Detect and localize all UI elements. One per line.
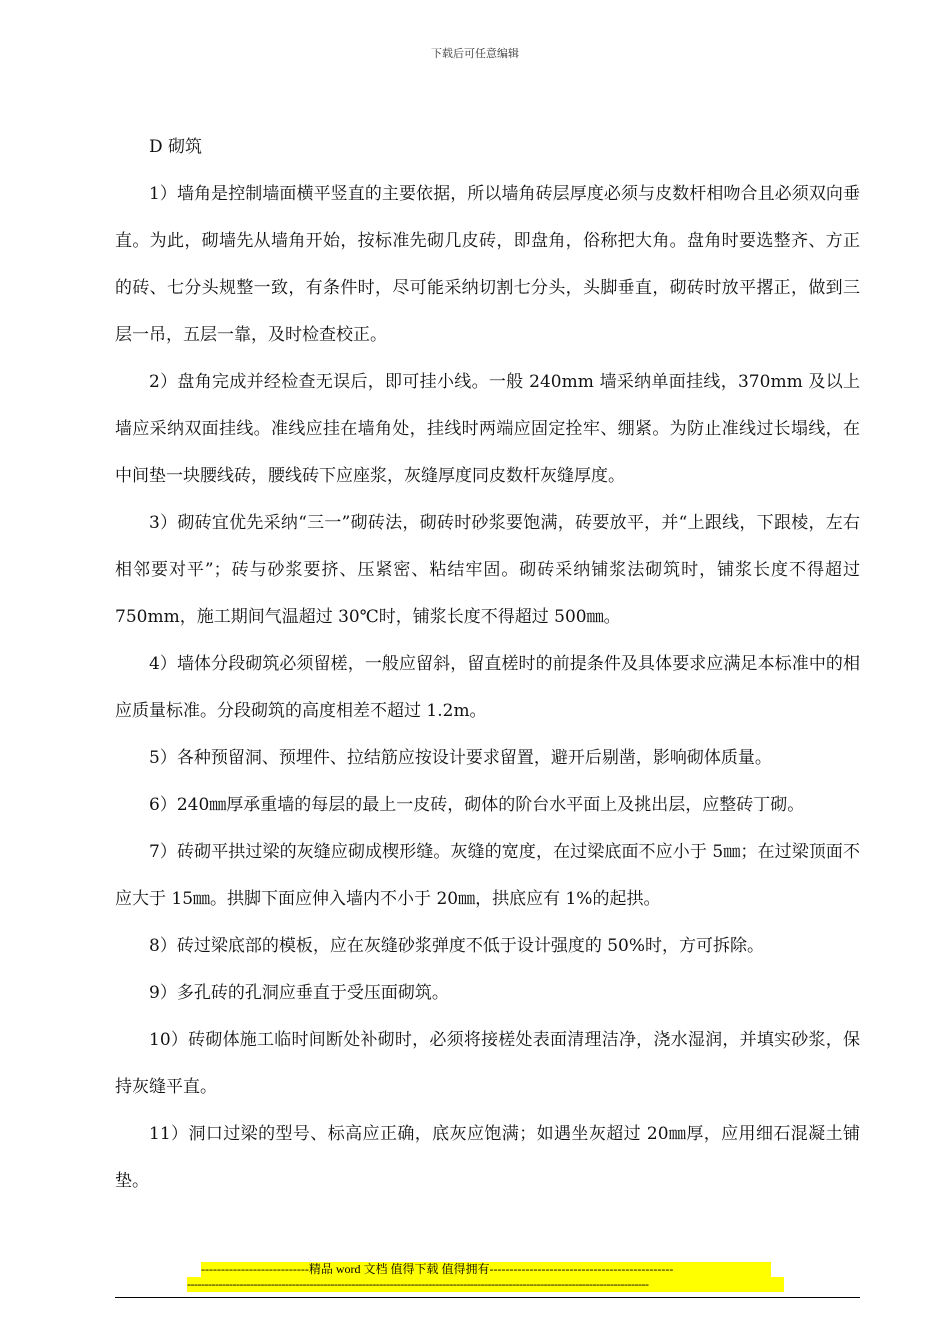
footer-banner-line-2: ------------------------------------------------------------------------------------------------------------------------------------ xyxy=(187,1277,784,1292)
paragraph-5: 5）各种预留洞、预埋件、拉结筋应按设计要求留置，避开后剔凿，影响砌体质量。 xyxy=(149,748,772,768)
paragraph-6: 6）240㎜厚承重墙的每层的最上一皮砖，砌体的阶台水平面上及挑出层，应整砖丁砌。 xyxy=(149,795,805,815)
paragraph-7: 7）砖砌平拱过梁的灰缝应砌成楔形缝。灰缝的宽度，在过梁底面不应小于 5㎜；在过梁顶面不应大于 15㎜。拱脚下面应伸入墙内不小于 20㎜，拱底应有 1%的起拱。 xyxy=(115,842,860,909)
footer-banner-line-1: ---------------------------精品 word 文档 值得下载 值得拥有---------------------------------------------- xyxy=(201,1262,771,1277)
footer-divider xyxy=(115,1297,860,1298)
paragraph-2: 2）盘角完成并经检查无误后，即可挂小线。一般 240mm 墙采纳单面挂线，370mm 及以上墙应采纳双面挂线。准线应挂在墙角处，挂线时两端应固定拴牢、绷紧。为防止准线过长塌线，在中间垫一块腰线砖，腰线砖下应座浆，灰缝厚度同皮数杆灰缝厚度。 xyxy=(115,372,860,486)
document-body xyxy=(115,124,860,1205)
paragraph-10: 10）砖砌体施工临时间断处补砌时，必须将接槎处表面清理洁净，浇水湿润，并填实砂浆，保持灰缝平直。 xyxy=(115,1030,860,1097)
paragraph-9: 9）多孔砖的孔洞应垂直于受压面砌筑。 xyxy=(149,983,449,1003)
paragraph-1: 1）墙角是控制墙面横平竖直的主要依据，所以墙角砖层厚度必须与皮数杆相吻合且必须双向垂直。为此，砌墙先从墙角开始，按标准先砌几皮砖，即盘角，俗称把大角。盘角时要选整齐、方正的砖、七分头规整一致，有条件时，尽可能采纳切割七分头，头脚垂直，砌砖时放平撂正，做到三层一吊，五层一靠，及时检查校正。 xyxy=(115,184,860,345)
page-header: 下载后可任意编辑 xyxy=(431,47,519,60)
paragraph-8: 8）砖过梁底部的模板，应在灰缝砂浆弹度不低于设计强度的 50%时，方可拆除。 xyxy=(149,936,765,956)
paragraph-4: 4）墙体分段砌筑必须留槎，一般应留斜，留直槎时的前提条件及具体要求应满足本标准中的相应质量标准。分段砌筑的高度相差不超过 1.2m。 xyxy=(115,654,860,721)
footer-banner xyxy=(0,1262,950,1292)
paragraph-3: 3）砌砖宜优先采纳“三一”砌砖法，砌砖时砂浆要饱满，砖要放平，并“上跟线，下跟棱，左右相邻要对平”；砖与砂浆要挤、压紧密、粘结牢固。砌砖采纳铺浆法砌筑时，铺浆长度不得超过 750mm，施工期间气温超过 30℃时，铺浆长度不得超过 500㎜。 xyxy=(115,513,860,627)
paragraph-11: 11）洞口过梁的型号、标高应正确，底灰应饱满；如遇坐灰超过 20㎜厚，应用细石混凝土铺垫。 xyxy=(115,1124,860,1191)
section-title: D 砌筑 xyxy=(149,137,203,157)
